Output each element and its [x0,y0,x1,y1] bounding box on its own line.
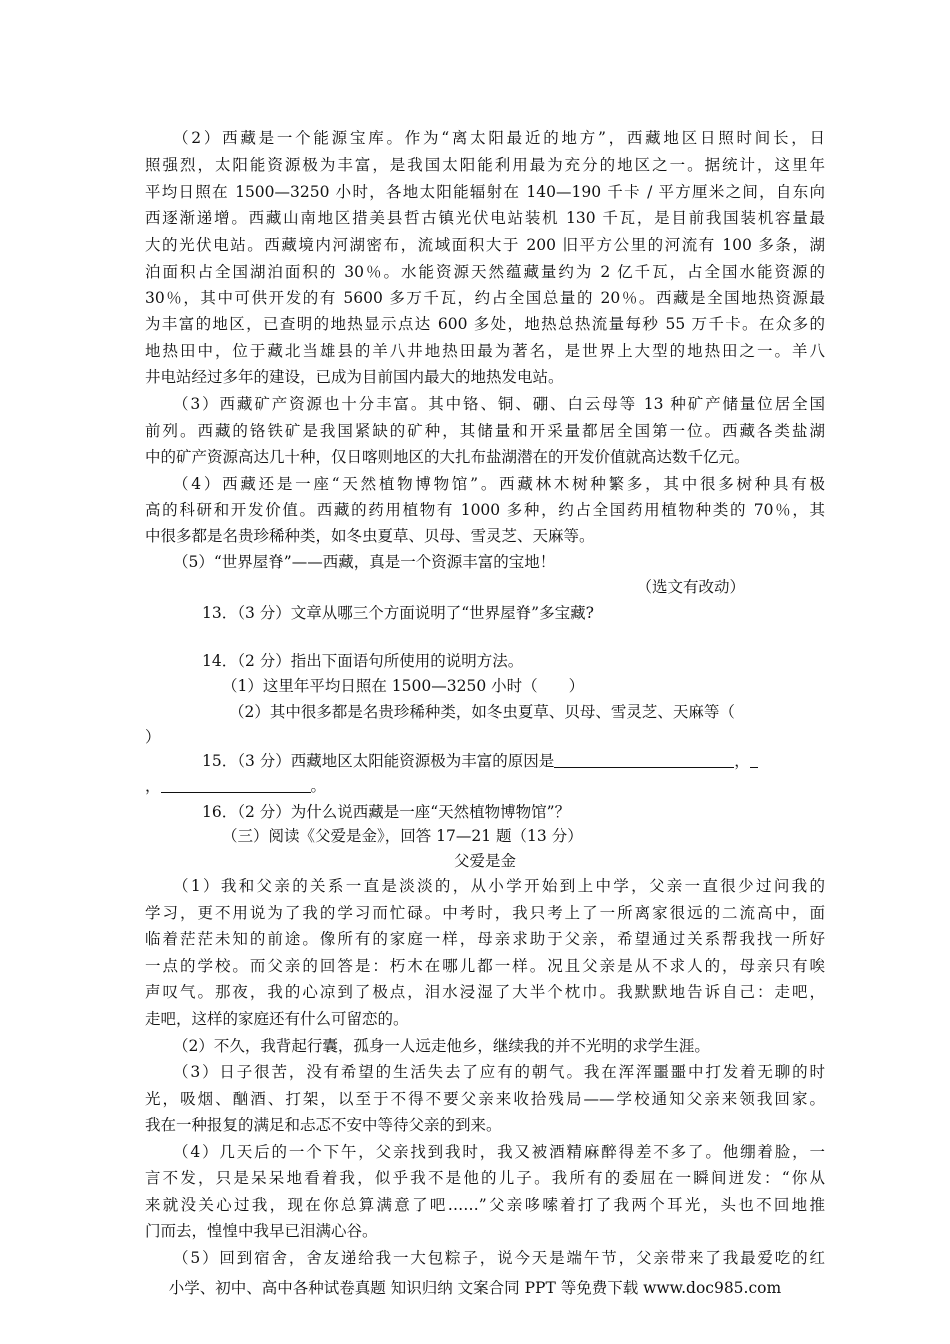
answer-blank-1[interactable] [554,751,734,768]
story-p3-line: （3）日子很苦，没有希望的生活失去了应有的朝气。我在浑浑噩噩中打发着无聊的时 [173,1063,825,1081]
section2-line: 泊面积占全国湖泊面积的 30％。水能资源天然蕴藏量约为 2 亿千瓦，占全国水能资源的 [145,263,825,281]
question-16: 16．（2 分）为什么说西藏是一座“天然植物博物馆”？ [202,803,571,821]
question-15-comma-2: ， [145,777,161,795]
question-14-item-1: （1）这里年平均日照在 1500—3250 小时（ ） [222,677,585,695]
story-p1-line: （1）我和父亲的关系一直是淡淡的，从小学开始到上中学，父亲一直很少过问我的 [173,877,825,895]
section3-line: 中的矿产资源高达几十种，仅日喀则地区的大扎布盐湖潜在的开发价值就高达数千亿元。 [145,448,750,466]
section2-line: 地热田中，位于藏北当雄县的羊八井地热田最为著名，是世界上大型的地热田之一。羊八 [145,342,825,360]
story-p1-line: 声叹气。那夜，我的心凉到了极点，泪水浸湿了大半个枕巾。我默默地告诉自己：走吧， [145,983,825,1001]
story-p1-line: 临着茫茫未知的前途。像所有的家庭一样，母亲求助于父亲，希望通过关系帮我找一所好 [145,930,825,948]
story-p1-line: 一点的学校。而父亲的回答是：朽木在哪儿都一样。况且父亲是从不求人的，母亲只有唉 [145,957,825,975]
story-p1-line: 走吧，这样的家庭还有什么可留恋的。 [145,1010,409,1028]
section2-line: 照强烈，太阳能资源极为丰富，是我国太阳能利用最为充分的地区之一。据统计，这里年 [145,156,825,174]
footer-banner: 小学、初中、高中各种试卷真题 知识归纳 文案合同 PPT 等免费下载 www.doc985.com [168,1279,782,1297]
story-p3-line: 光，吸烟、酗酒、打架，以至于不得不要父亲来收拾残局——学校通知父亲来领我回家。 [145,1090,825,1108]
answer-blank-3[interactable] [161,776,311,793]
section5-line: （5）“世界屋脊”——西藏，真是一个资源丰富的宝地！ [173,553,556,571]
question-13: 13．（3 分）文章从哪三个方面说明了“世界屋脊”多宝藏? [202,604,594,622]
story-title: 父爱是金 [453,852,516,870]
story-p4-line: 门而去，惶惶中我早已泪满心谷。 [145,1222,378,1240]
section2-line: （2）西藏是一个能源宝库。作为“离太阳最近的地方”，西藏地区日照时间长，日 [173,129,825,147]
section4-line: （4）西藏还是一座“天然植物博物馆”。西藏林木树种繁多，其中很多树种具有极 [173,475,825,493]
story-p5-line: （5）回到宿舍，舍友递给我一大包粽子，说今天是端午节，父亲带来了我最爱吃的红 [173,1249,825,1267]
story-p1-line: 学习，更不用说为了我的学习而忙碌。中考时，我只考上了一所离家很远的二流高中，面 [145,904,825,922]
question-14-item-2-close: ） [145,728,161,746]
story-p3-line: 我在一种报复的满足和忐忑不安中等待父亲的到来。 [145,1116,502,1134]
section2-line: 为丰富的地区，已查明的地热显示点达 600 多处，地热总热流量每秒 55 万千卡。在众多的 [145,315,825,333]
question-15-line2 [145,773,825,799]
story-p2-line: （2）不久，我背起行囊，孤身一人远走他乡，继续我的并不光明的求学生涯。 [173,1037,710,1055]
section3-line: 前列。西藏的铬铁矿是我国紧缺的矿种，其储量和开采量都居全国第一位。西藏各类盐湖 [145,422,825,440]
section2-line: 平均日照在 1500—3250 小时，各地太阳能辐射在 140—190 千卡 / 平方厘米之间，自东向 [145,183,825,201]
section4-line: 中很多都是名贵珍稀种类，如冬虫夏草、贝母、雪灵芝、天麻等。 [145,527,595,545]
answer-blank-2[interactable] [750,751,758,768]
story-p4-line: （4）几天后的一个下午，父亲找到我时，我又被酒精麻醉得差不多了。他绷着脸，一 [173,1143,825,1161]
section2-line: 井电站经过多年的建设，已成为目前国内最大的地热发电站。 [145,368,564,386]
question-15 [202,748,825,774]
story-p4-line: 言不发，只是呆呆地看着我，似乎我不是他的儿子。我所有的委屈在一瞬间迸发：“你从 [145,1169,825,1187]
question-15-comma: ， [734,752,750,770]
question-15-text: 15．（3 分）西藏地区太阳能资源极为丰富的原因是 [202,752,555,770]
question-14-item-2: （2）其中很多都是名贵珍稀种类，如冬虫夏草、贝母、雪灵芝、天麻等（ [229,703,735,721]
part3-heading: （三）阅读《父爱是金》，回答 17—21 题（13 分） [222,827,583,845]
section4-line: 高的科研和开发价值。西藏的药用植物有 1000 多种，约占全国药用植物种类的 70％，其 [145,501,825,519]
source-note: （选文有改动） [636,578,745,596]
section2-line: 西逐渐递增。西藏山南地区措美县哲古镇光伏电站装机 130 千瓦，是目前我国装机容量最 [145,209,825,227]
section3-line: （3）西藏矿产资源也十分丰富。其中铬、铜、硼、白云母等 13 种矿产储量位居全国 [173,395,825,413]
section2-line: 30％，其中可供开发的有 5600 多万千瓦，约占全国总量的 20％。西藏是全国地热资源最 [145,289,825,307]
story-p4-line: 来就没关心过我，现在你总算满意了吧……”父亲哆嗦着打了我两个耳光，头也不回地推 [145,1196,825,1214]
question-15-end: 。 [310,777,327,795]
section2-line: 大的光伏电站。西藏境内河湖密布，流域面积大于 200 旧平方公里的河流有 100 多条，湖 [145,236,825,254]
question-14: 14．（2 分）指出下面语句所使用的说明方法。 [202,652,524,670]
